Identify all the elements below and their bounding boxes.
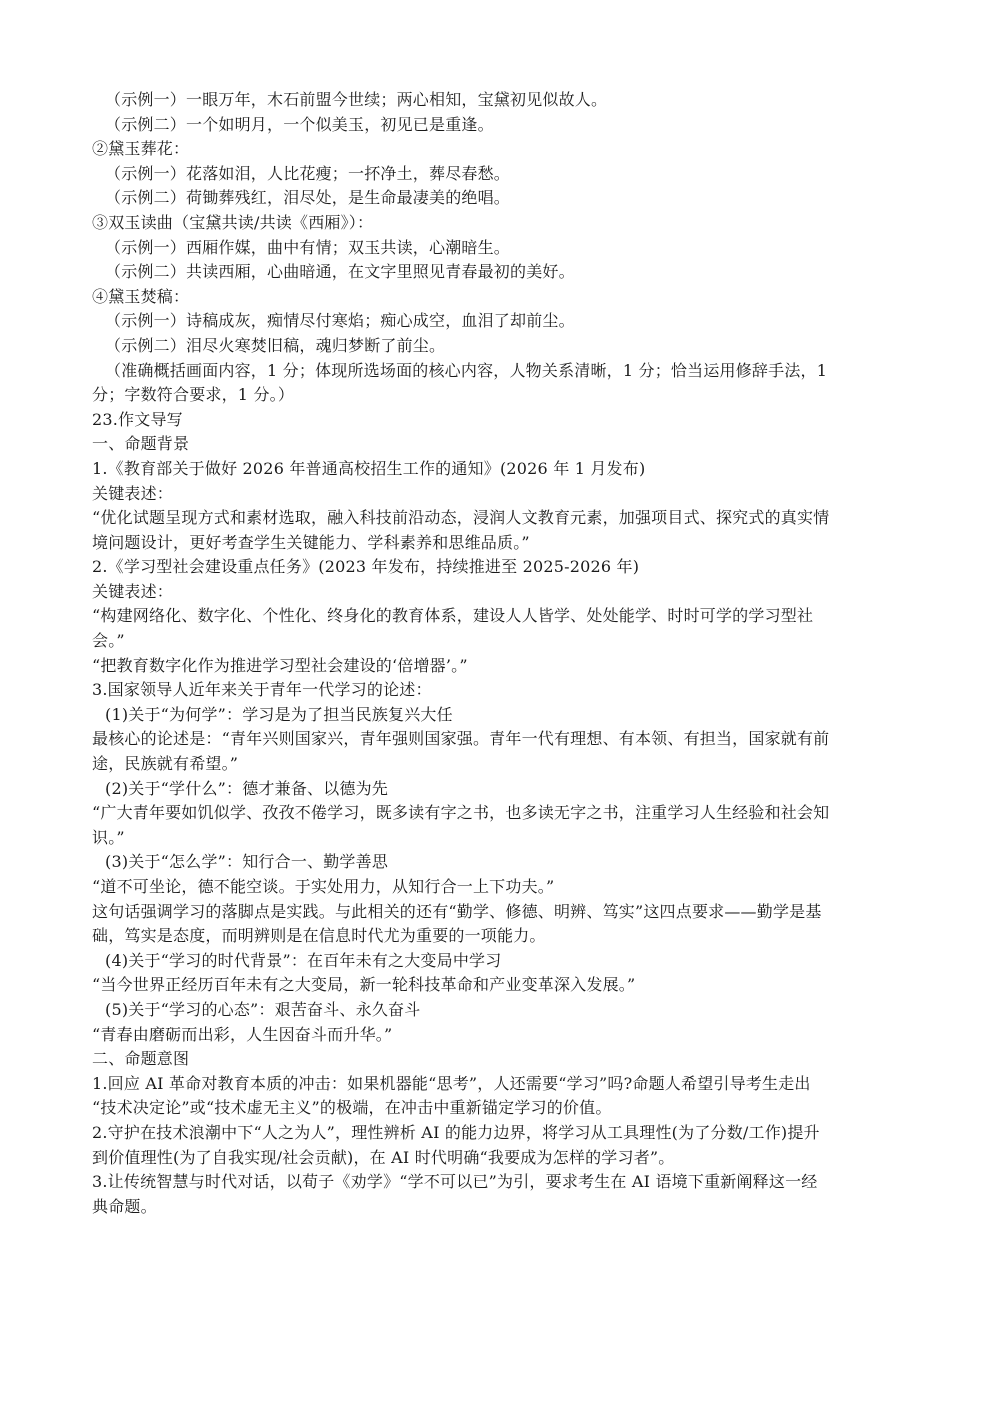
subheading-line: (5)关于“学习的心态”：艰苦奋斗、永久奋斗 xyxy=(105,999,421,1019)
paragraph-line: 2.《学习型社会建设重点任务》(2023 年发布，持续推进至 2025-2026 年) xyxy=(92,557,640,577)
paragraph-line: 3.国家领导人近年来关于青年一代学习的论述： xyxy=(92,680,432,700)
example-line: （示例一）一眼万年，木石前盟今世续；两心相知，宝黛初见似故人。 xyxy=(105,90,608,109)
paragraph-line: 3.让传统智慧与时代对话，以荀子《劝学》“学不可以已”为引，要求考生在 AI 语境下重新阐释这一经 xyxy=(92,1172,818,1192)
subheading-line: (4)关于“学习的时代背景”：在百年未有之大变局中学习 xyxy=(105,950,502,970)
paragraph-line: 关键表述： xyxy=(92,483,174,503)
quote-line: “青春由磨砺而出彩，人生因奋斗而升华。” xyxy=(92,1024,393,1044)
paragraph-line: 这句话强调学习的落脚点是实践。与此相关的还有“勤学、修德、明辨、笃实”这四点要求——勤学是基 xyxy=(92,901,822,921)
paragraph-line: 典命题。 xyxy=(92,1196,157,1216)
paragraph-line: 最核心的论述是：“青年兴则国家兴，青年强则国家强。青年一代有理想、有本领、有担当，国家就有前 xyxy=(92,729,830,749)
subheading-line: (1)关于“为何学”：学习是为了担当民族复兴大任 xyxy=(105,704,453,724)
example-line: （示例二）一个如明月，一个似美玉，初见已是重逢。 xyxy=(105,114,494,134)
paragraph-line: 到价值理性(为了自我实现/社会贡献)，在 AI 时代明确“我要成为怎样的学习者”。 xyxy=(92,1147,675,1167)
example-line: （示例二）荷锄葬残红，泪尽处，是生命最凄美的绝唱。 xyxy=(105,188,511,208)
quote-line: 会。” xyxy=(92,631,125,651)
quote-line: “当今世界正经历百年未有之大变局，新一轮科技革命和产业变革深入发展。” xyxy=(92,975,636,995)
quote-line: “广大青年要如饥似学、孜孜不倦学习，既多读有字之书，也多读无字之书，注重学习人生经验和社会知 xyxy=(92,803,830,823)
paragraph-line: 1.回应 AI 革命对教育本质的冲击：如果机器能“思考”，人还需要“学习”吗?命题人希望引导考生走出 xyxy=(92,1073,811,1093)
paragraph-line: 关键表述： xyxy=(92,581,174,601)
example-line: （示例二）泪尽火寒焚旧稿，魂归梦断了前尘。 xyxy=(105,335,446,355)
quote-line: “优化试题呈现方式和素材选取，融入科技前沿动态，浸润人文教育元素，加强项目式、探究式的真实情 xyxy=(92,508,830,528)
quote-line: “道不可坐论，德不能空谈。于实处用力，从知行合一上下功夫。” xyxy=(92,877,555,896)
subheading-line: (3)关于“怎么学”：知行合一、勤学善思 xyxy=(105,852,389,872)
paragraph-line: 1.《教育部关于做好 2026 年普通高校招生工作的通知》(2026 年 1 月发布) xyxy=(92,458,646,478)
scene-heading: ③双玉读曲（宝黛共读/共读《西厢》）： xyxy=(92,212,374,232)
paragraph-line: 途，民族就有希望。” xyxy=(92,754,239,774)
example-line: （示例一）花落如泪，人比花瘦；一抔净土，葬尽春愁。 xyxy=(105,163,511,183)
scoring-note: 分；字数符合要求，1 分。） xyxy=(92,385,295,405)
subheading-line: (2)关于“学什么”：德才兼备、以德为先 xyxy=(105,778,389,798)
paragraph-line: 2.守护在技术浪潮中下“人之为人”，理性辨析 AI 的能力边界，将学习从工具理性(为了分数/工作)提升 xyxy=(92,1122,820,1142)
question-title: 23.作文导写 xyxy=(92,409,183,429)
quote-line: 境问题设计，更好考查学生关键能力、学科素养和思维品质。” xyxy=(92,532,530,552)
document-page xyxy=(92,88,912,1219)
scene-heading: ④黛玉焚稿： xyxy=(92,286,190,306)
scoring-note: （准确概括画面内容，1 分；体现所选场面的核心内容，人物关系清晰，1 分；恰当运用修辞手法，1 xyxy=(105,360,828,380)
paragraph-line: “技术决定论”或“技术虚无主义”的极端，在冲击中重新锚定学习的价值。 xyxy=(92,1098,612,1118)
example-line: （示例一）诗稿成灰，痴情尽付寒焰；痴心成空，血泪了却前尘。 xyxy=(105,311,575,331)
section-heading: 二、命题意图 xyxy=(92,1049,190,1069)
example-line: （示例二）共读西厢，心曲暗通，在文字里照见青春最初的美好。 xyxy=(105,262,575,282)
example-line: （示例一）西厢作媒，曲中有情；双玉共读，心潮暗生。 xyxy=(105,237,511,257)
quote-line: “构建网络化、数字化、个性化、终身化的教育体系，建设人人皆学、处处能学、时时可学的学习型社 xyxy=(92,606,814,626)
section-heading: 一、命题背景 xyxy=(92,434,190,454)
paragraph-line: 础，笃实是态度，而明辨则是在信息时代尤为重要的一项能力。 xyxy=(92,926,546,946)
quote-line: 识。” xyxy=(92,827,125,847)
quote-line: “把教育数字化作为推进学习型社会建设的‘倍增器’。” xyxy=(92,655,468,675)
scene-heading: ②黛玉葬花： xyxy=(92,139,190,159)
